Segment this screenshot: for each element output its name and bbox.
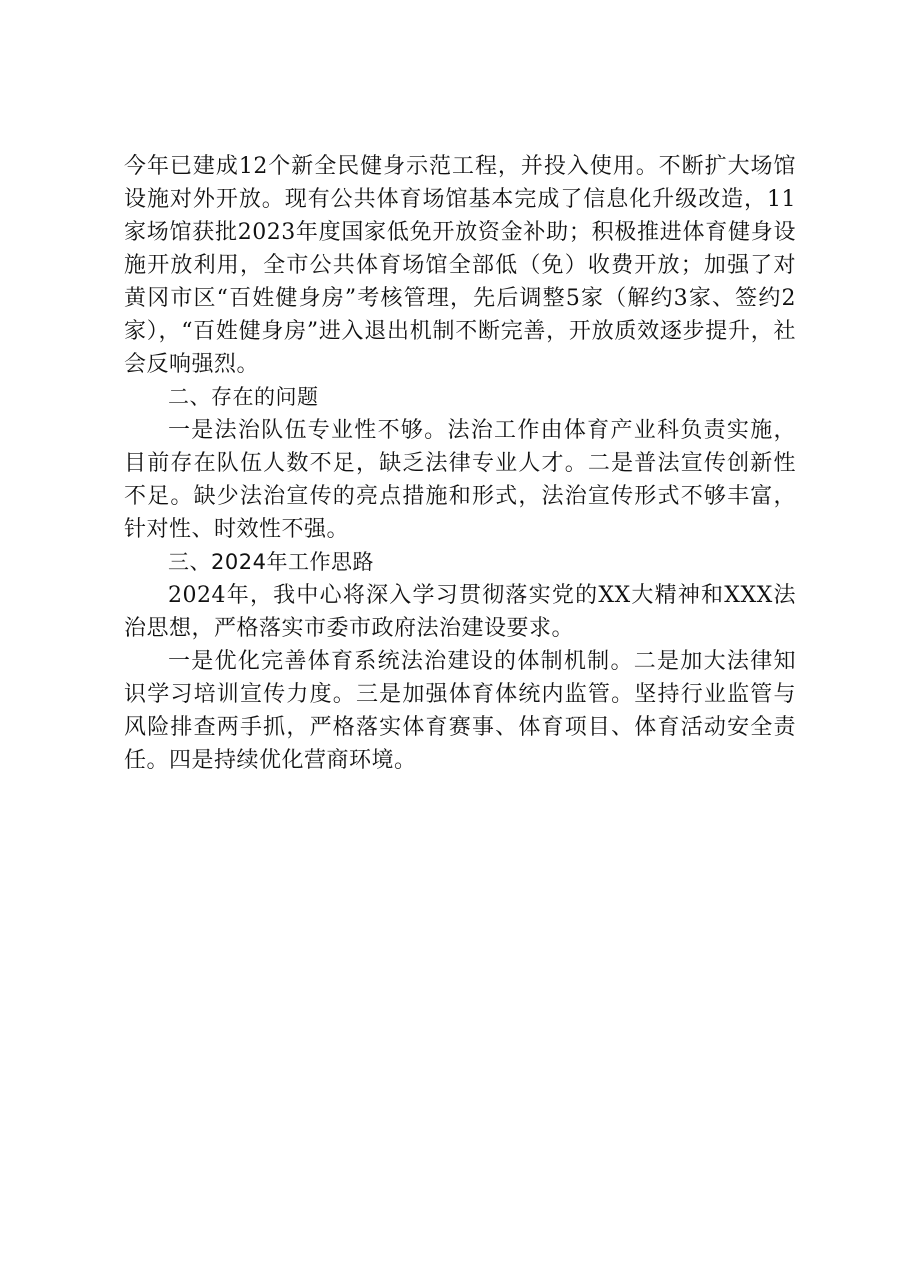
section-heading-problems: 二、存在的问题 <box>168 385 319 409</box>
paragraph-work-plan-items: 一是优化完善体育系统法治建设的体制机制。二是加大法律知识学习培训宣传力度。三是加强体育体统内监管。坚持行业监管与风险排查两手抓，严格落实体育赛事、体育项目、体育活动安全责任。四是持续优化营商环境。 <box>124 649 796 773</box>
section-heading-work-plan: 三、2024年工作思路 <box>168 550 374 574</box>
paragraph-continuation: 今年已建成12个新全民健身示范工程，并投入使用。不断扩大场馆设施对外开放。现有公共体育场馆基本完成了信息化升级改造，11家场馆获批2023年度国家低免开放资金补助；积极推进体育健身设施开放利用，全市公共体育场馆全部低（免）收费开放；加强了对黄冈市区“百姓健身房”考核管理，先后调整5家（解约3家、签约2家），“百姓健身房”进入退出机制不断完善，开放质效逐步提升，社会反响强烈。 <box>124 154 796 377</box>
paragraph-work-plan-intro: 2024年，我中心将深入学习贯彻落实党的XX大精神和XXX法治思想，严格落实市委市政府法治建设要求。 <box>124 583 796 641</box>
paragraph-problems: 一是法治队伍专业性不够。法治工作由体育产业科负责实施，目前存在队伍人数不足，缺乏法律专业人才。二是普法宣传创新性不足。缺少法治宣传的亮点措施和形式，法治宣传形式不够丰富，针对性、时效性不强。 <box>124 418 796 542</box>
document-body <box>124 150 796 777</box>
